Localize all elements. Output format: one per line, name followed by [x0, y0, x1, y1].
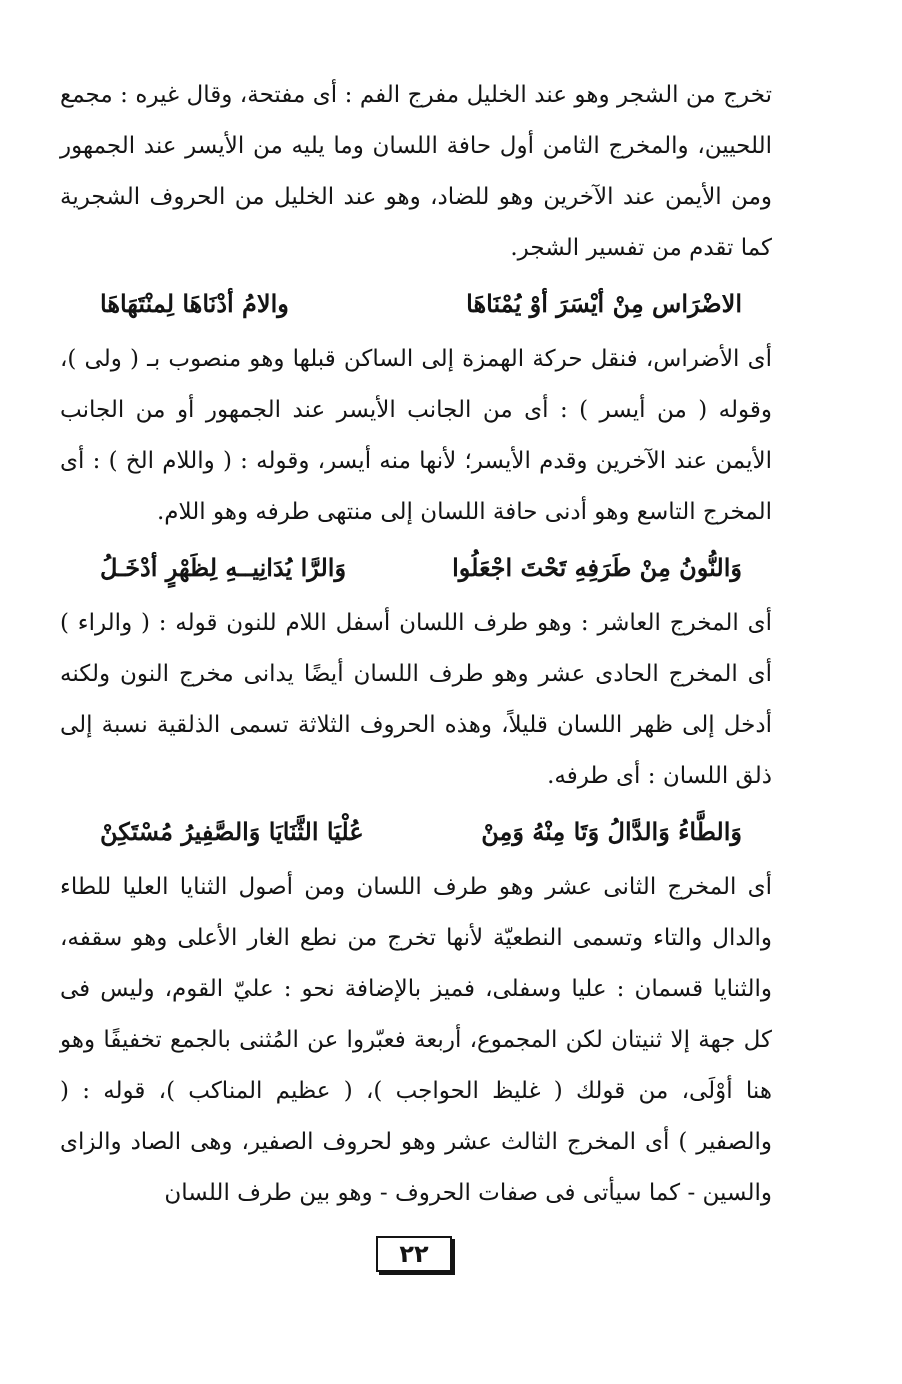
paragraph-3: أى المخرج العاشر : وهو طرف اللسان أسفل اللام للنون قوله : ( والراء ) أى المخرج الحادى عشر وهو طرف اللسان أيضًا يدانى مخرج النون ولكنه أدخل إلى ظهر اللسان قليلاً، وهذه الحروف الثلاثة تسمى الذلقية نسبة إلى ذلق اللسان : أى طرفه.: [60, 610, 772, 789]
verse-1-second-hemistich: والامُ أدْنَاهَا لِمنْتَهَاهَا: [100, 289, 289, 318]
page-number: ٢٢: [399, 1240, 429, 1268]
verse-line-1: [60, 274, 772, 334]
paragraph-2: أى الأضراس، فنقل حركة الهمزة إلى الساكن قبلها وهو منصوب بـ ( ولى )، وقوله ( من أيسر ) : أى من الجانب الأيسر عند الجمهور أو من الجانب الأيمن عند الآخرين وقدم الأيسر؛ لأنها منه أيسر، وقوله : ( واللام الخ ) : أى المخرج التاسع وهو أدنى حافة اللسان إلى منتهى طرفه وهو اللام.: [60, 346, 772, 525]
paragraph-4: أى المخرج الثانى عشر وهو طرف اللسان ومن أصول الثنايا العليا للطاء والدال والتاء وتسمى النطعيّة لأنها تخرج من نطع الغار الأعلى وهو سقفه، والثنايا قسمان : عليا وسفلى، فميز بالإضافة نحو : عليّ القوم، وليس فى كل جهة إلا ثنيتان لكن المجموع، أربعة فعبّروا عن المُثنى بالجمع تخفيفًا وهو هنا أوْلَى، من قولك ( غليظ الحواجب )، ( عظيم المناكب )، قوله : ( والصفير ) أى المخرج الثالث عشر وهو لحروف الصفير، وهى الصاد والزاى والسين - كما سيأتى فى صفات الحروف - وهو بين طرف اللسان: [60, 874, 772, 1206]
verse-2-first-hemistich: وَالنُّونُ مِنْ طَرَفِهِ تَحْتَ اجْعَلُوا: [452, 553, 742, 582]
page-text: [60, 70, 772, 1219]
verse-3-first-hemistich: وَالطَّاءُ وَالدَّالُ وَتَا مِنْهُ وَمِنْ: [481, 817, 742, 846]
verse-line-3: [60, 802, 772, 862]
page-number-box: [376, 1236, 452, 1272]
verse-2-second-hemistich: وَالرَّا يُدَانِيــهِ لِظَهْرٍ أدْخَـلُ: [100, 553, 347, 582]
paragraph-1: تخرج من الشجر وهو عند الخليل مفرج الفم : أى مفتحة، وقال غيره : مجمع اللحيين، والمخرج الثامن أول حافة اللسان وما يليه من الأيسر عند الجمهور ومن الأيمن عند الآخرين وهو للضاد، وهو عند الخليل من الحروف الشجرية كما تقدم من تفسير الشجر.: [60, 82, 772, 261]
verse-line-2: [60, 538, 772, 598]
verse-3-second-hemistich: عُلْيَا الثَّنَايَا وَالصَّفِيرُ مُسْتَكِنْ: [100, 817, 364, 846]
verse-1-first-hemistich: الاضْرَاس مِنْ أيْسَرَ أوْ يُمْنَاهَا: [466, 289, 742, 318]
